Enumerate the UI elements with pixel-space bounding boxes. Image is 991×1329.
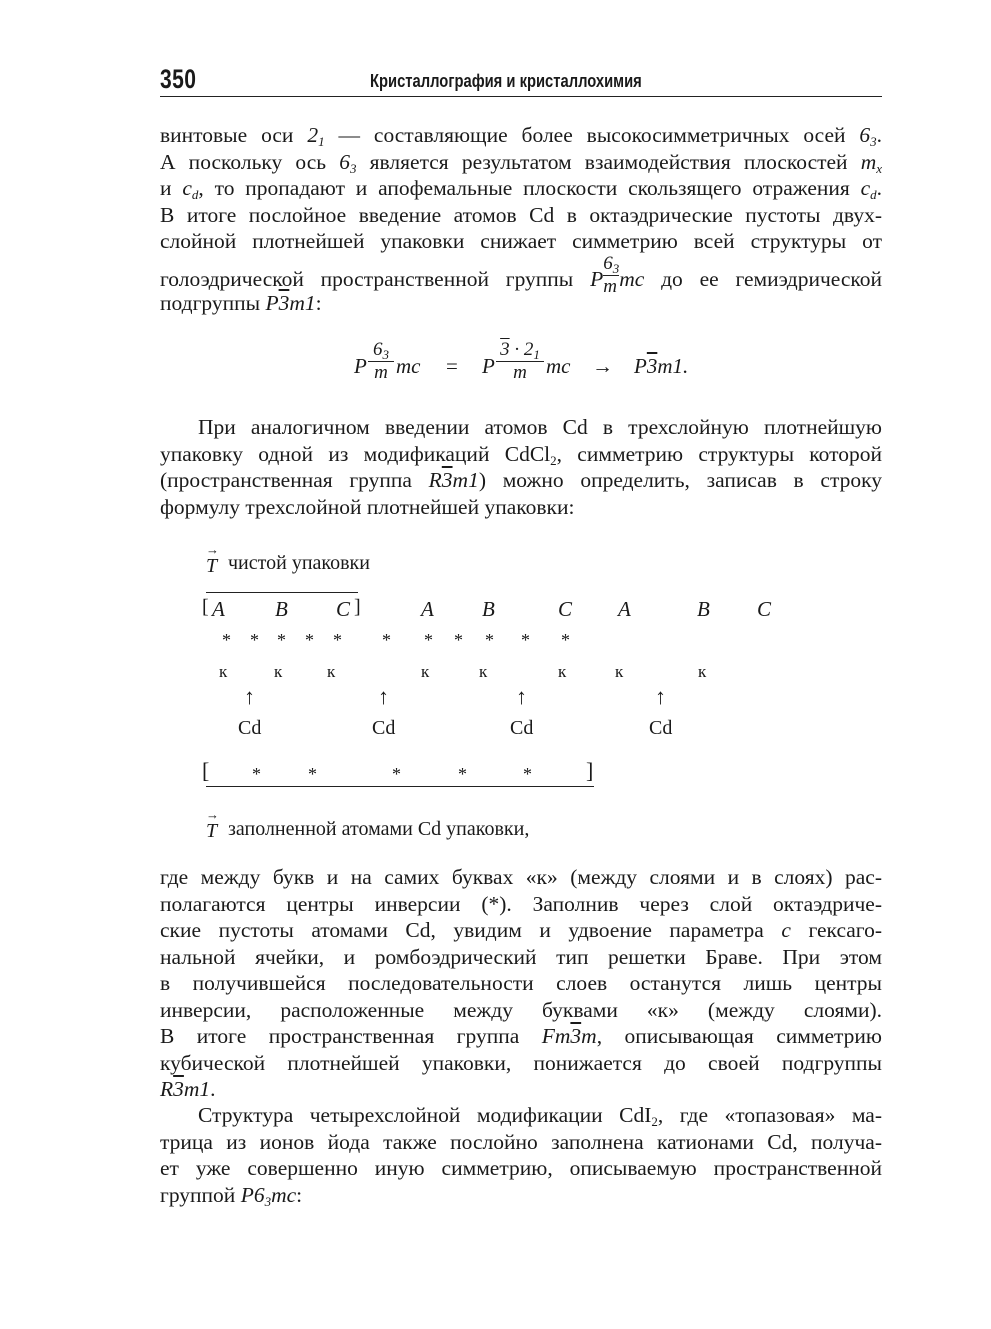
bracket-close: ]: [586, 758, 594, 783]
interlayer-k: к: [558, 662, 567, 681]
text-line: голоэдрической пространственной группы P $\frac{6_3}{m}$ mc до ее гемиэдрической: [160, 253, 883, 297]
up-arrow-icon: ↑: [516, 684, 527, 709]
layer-letter: C: [558, 597, 573, 621]
layer-letter: C: [757, 597, 772, 621]
interlayer-k: к: [274, 662, 283, 681]
page-header: [160, 62, 882, 97]
layer-letter: B: [697, 597, 710, 621]
text-line: упаковку одной из модификаций CdCl$_2$, симметрию структуры которой: [160, 441, 882, 468]
inversion-center: *: [277, 630, 286, 650]
bracket-close: ]: [354, 596, 361, 618]
inversion-center: *: [333, 630, 342, 650]
text-line: В итоге послойное введение атомов Cd в октаэдрические пустоты двух-: [160, 202, 882, 227]
paragraph-1: [160, 122, 882, 255]
text-line: и $c_d$, то пропадают и апофемальные плоскости скользящего отражения $c_d$.: [160, 176, 883, 202]
page-number: 350: [160, 64, 197, 94]
text-line: трица из ионов йода также послойно заполнена катионами Cd, получа-: [160, 1129, 882, 1154]
text-line: слойной плотнейшей упаковки снижает симметрию всей структуры от: [160, 229, 882, 253]
text-line: группой $P6_3mc$:: [160, 1182, 303, 1209]
text-line: полагаются центры инверсии (*). Заполнив через слой октаэдриче-: [160, 891, 882, 916]
layer-letter: B: [482, 597, 495, 621]
layer-letter: A: [421, 597, 434, 621]
inversion-center: *: [382, 630, 391, 650]
running-title: Кристаллография и кристаллохимия: [370, 71, 642, 91]
inversion-center: *: [308, 764, 317, 784]
vector-t-symbol: → T: [206, 820, 217, 843]
inversion-center: *: [392, 764, 401, 784]
cd-label: Cd: [649, 717, 673, 739]
fraction: $3 \cdot 2_1$ m: [496, 340, 544, 383]
inversion-center: *: [454, 630, 463, 650]
text-line: винтовые оси $2_1$ — составляющие более высокосимметричных осей $6_3$.: [160, 123, 883, 149]
text-line: подгруппы P3m1:: [160, 291, 322, 315]
cd-label: Cd: [372, 717, 396, 739]
cd-label: Cd: [238, 717, 262, 739]
up-arrow-icon: ↑: [244, 684, 255, 709]
layer-letter: C: [336, 597, 351, 621]
paragraph-1-cont: [160, 254, 882, 317]
formula-symbol: mc: [396, 354, 421, 378]
inversion-center: *: [252, 764, 261, 784]
text-line: ские пустоты атомами Cd, увидим и удвоение параметра c гексаго-: [160, 918, 882, 942]
interlayer-k: к: [479, 662, 488, 681]
text-line: R3m1.: [160, 1077, 216, 1101]
fraction: $\frac{6_3}{m}$: [603, 253, 620, 297]
up-arrow-icon: ↑: [655, 684, 666, 709]
underline-bracket: [206, 786, 594, 787]
cd-label: Cd: [510, 717, 534, 739]
text-line: ет уже совершенно иную симметрию, описываемую пространственной: [160, 1156, 882, 1180]
bottom-caption: заполненной атомами Cd упаковки,: [228, 818, 530, 840]
overline-bracket: [206, 592, 358, 593]
text-line: кубической плотнейшей упаковки, понижается до своей подгруппы: [160, 1050, 882, 1075]
inversion-center: *: [521, 630, 530, 650]
layer-letter: A: [618, 597, 631, 621]
paragraph-4: [160, 1102, 882, 1208]
inversion-center: *: [561, 630, 570, 650]
text-line: Структура четырехслойной модификации CdI$_2$, где «топазовая» ма-: [198, 1103, 882, 1129]
inversion-center: *: [523, 764, 532, 784]
interlayer-k: к: [219, 662, 228, 681]
layer-letter: A: [212, 597, 225, 621]
arrow-icon: →: [592, 354, 613, 378]
text-line: где между букв и на самих буквах «к» (между слоями и в слоях) рас-: [160, 865, 882, 889]
text-line: А поскольку ось $6_3$ является результатом взаимодействия плоскостей $m_x$: [160, 149, 883, 176]
interlayer-k: к: [421, 662, 430, 681]
inversion-center: *: [424, 630, 433, 650]
interlayer-k: к: [698, 662, 707, 681]
vector-t-symbol: → T: [206, 555, 217, 578]
text-line: (пространственная группа R3m1) можно определить, записав в строку: [160, 468, 882, 492]
up-arrow-icon: ↑: [378, 684, 389, 709]
paragraph-2: [160, 414, 882, 520]
interlayer-k: к: [327, 662, 336, 681]
formula-symbol: P: [354, 354, 367, 378]
text-line: инверсии, расположенные между буквами «к» (между слоями).: [160, 997, 882, 1022]
interlayer-k: к: [615, 662, 624, 681]
paragraph-3: [160, 864, 882, 1103]
fraction: $6_3$ m: [368, 340, 394, 383]
inversion-center: *: [458, 764, 467, 784]
text-line: нальной ячейки, и ромбоэдрический тип решетки Браве. При этом: [160, 944, 882, 969]
bracket-open: [: [202, 758, 210, 783]
formula-symbol: mc: [546, 354, 571, 378]
inversion-center: *: [222, 630, 231, 650]
inversion-center: *: [250, 630, 259, 650]
display-formula: [354, 340, 754, 396]
text-line: формулу трехслойной плотнейшей упаковки:: [160, 494, 575, 519]
text-line: При аналогичном введении атомов Cd в трехслойную плотнейшую: [198, 415, 882, 439]
text-line: в получившейся последовательности слоев останутся лишь центры: [160, 971, 882, 995]
text-line: В итоге пространственная группа Fm3m, описывающая симметрию: [160, 1024, 882, 1048]
top-caption: чистой упаковки: [228, 552, 370, 574]
formula-symbol: P: [482, 354, 495, 378]
equals-sign: =: [446, 354, 458, 378]
inversion-center: *: [485, 630, 494, 650]
layer-letter: B: [275, 597, 288, 621]
formula-symbol: P3m1.: [634, 354, 689, 378]
inversion-center: *: [305, 630, 314, 650]
bracket-open: [: [202, 596, 209, 618]
